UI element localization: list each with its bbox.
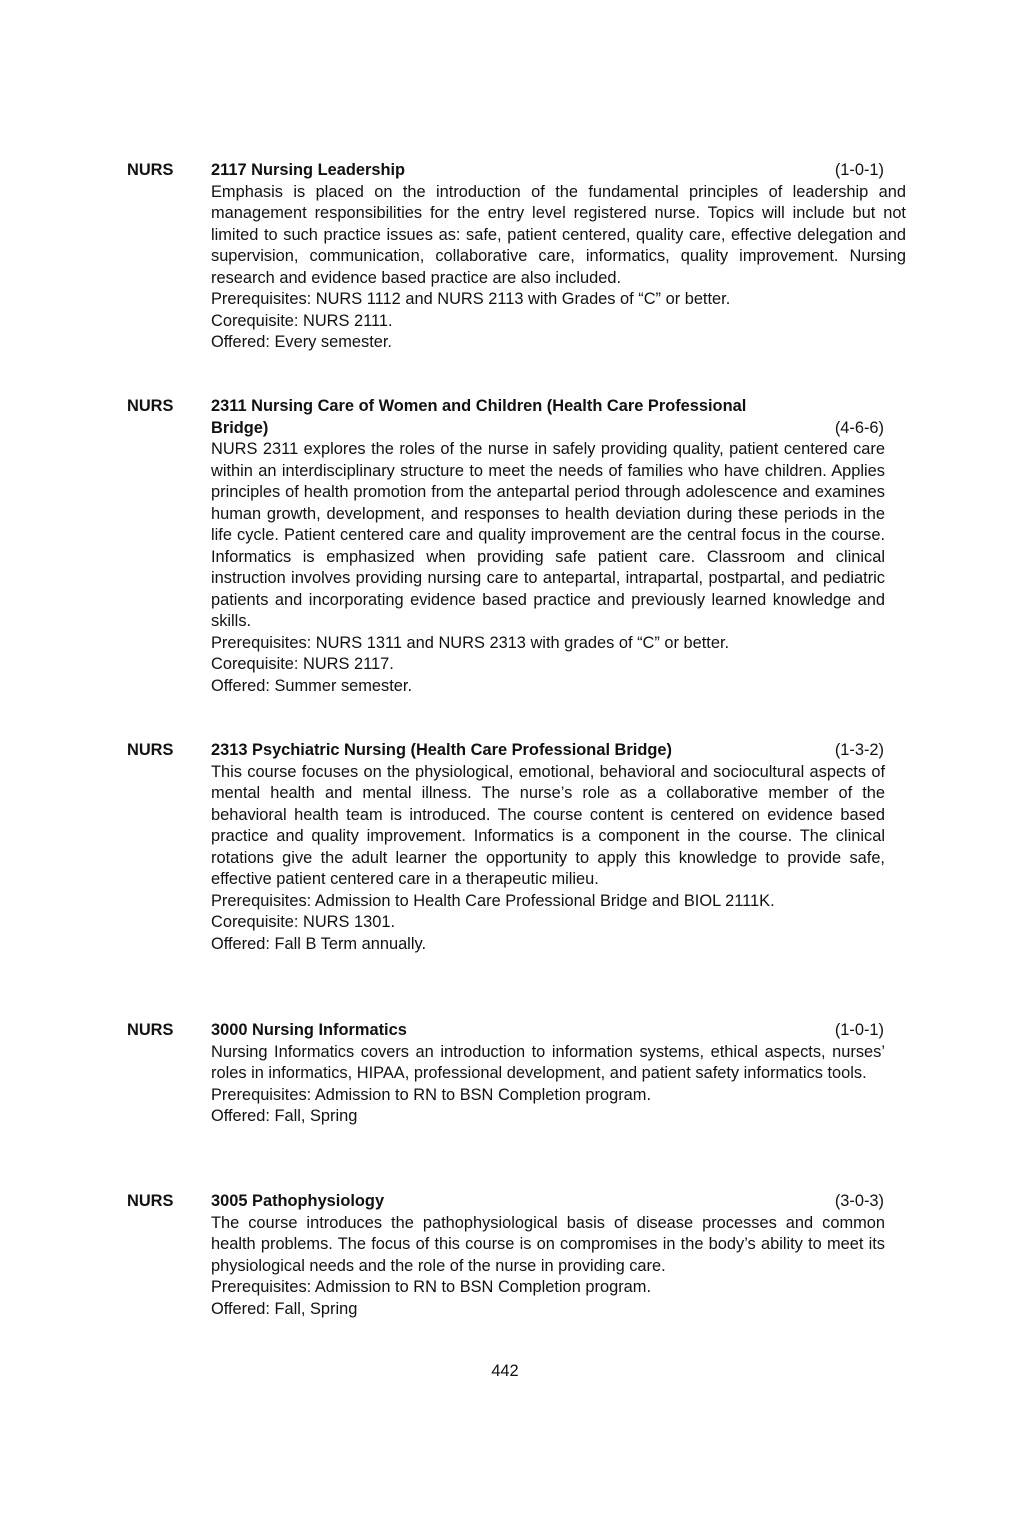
course-description: This course focuses on the physiological, emotional, behavioral and sociocultural aspects of mental health and mental illness. The nurse’s role as a collaborative member of the behavioral health team is introduced. The course content is centered on evidence based practice and quality improvement. Informatics is a component in the course. The clinical rotations give the adult learner the opportunity to apply this knowledge to provide safe, effective patient centered care in a therapeutic milieu. [211, 762, 885, 888]
course-dept: NURS [127, 1021, 174, 1039]
course-offered: Offered: Fall, Spring [211, 1107, 358, 1125]
course-title: 2313 Psychiatric Nursing (Health Care Professional Bridge) [211, 741, 672, 759]
course-title: 2117 Nursing Leadership [211, 161, 406, 179]
course-credits: (1-0-1) [834, 1021, 884, 1039]
course-body [211, 439, 885, 697]
course-header [127, 396, 887, 418]
course-title: 2311 Nursing Care of Women and Children (Health Care Professional [211, 397, 747, 415]
course-body [211, 1042, 885, 1128]
course-dept: NURS [127, 741, 174, 759]
course-body [211, 182, 906, 354]
course-dept: NURS [127, 1192, 174, 1210]
course-body [211, 762, 885, 956]
course-header [127, 160, 887, 182]
course-prerequisites: Prerequisites: Admission to RN to BSN Completion program. [211, 1085, 651, 1104]
course-entry-nurs-2117 [127, 160, 906, 354]
course-header [127, 740, 887, 762]
course-credits: (4-6-6) [834, 418, 884, 437]
course-offered: Offered: Fall, Spring [211, 1299, 358, 1318]
course-dept: NURS [127, 161, 174, 179]
course-entry-nurs-2313 [127, 740, 887, 955]
course-description: NURS 2311 explores the roles of the nurse in safely providing quality, patient centered care within an interdisciplinary structure to meet the needs of families who have children. Applies principles of health promotion from the antepartal period through adolescence and examines human growth, development, and responses to health deviation during these periods in the life cycle. Patient centered care and quality improvement are the central focus in the course. Informatics is emphasized when providing safe patient care. Classroom and clinical instruction involves providing nursing care to antepartal, intrapartal, postpartal, and pediatric patients and incorporating evidence based practice and previously learned knowledge and skills. [211, 440, 885, 630]
course-offered: Offered: Summer semester. [211, 676, 413, 695]
course-credits: (3-0-3) [834, 1192, 884, 1210]
course-corequisite: Corequisite: NURS 1301. [211, 913, 396, 931]
course-prerequisites: Prerequisites: NURS 1112 and NURS 2113 with Grades of “C” or better. [211, 290, 731, 308]
course-header-continued [127, 418, 887, 440]
course-credits: (1-0-1) [834, 161, 884, 179]
course-title: 3005 Pathophysiology [211, 1192, 385, 1210]
course-dept: NURS [127, 397, 174, 415]
course-credits: (1-3-2) [834, 741, 884, 759]
course-body [211, 1213, 885, 1321]
course-title: 3000 Nursing Informatics [211, 1021, 407, 1039]
course-corequisite: Corequisite: NURS 2111. [211, 311, 393, 330]
course-corequisite: Corequisite: NURS 2117. [211, 655, 394, 673]
course-entry-nurs-3000 [127, 1020, 887, 1128]
course-description: The course introduces the pathophysiological basis of disease processes and common health problems. The focus of this course is on compromises in the body’s ability to meet its physiological needs and the role of the nurse in providing care. [211, 1213, 885, 1275]
course-description: Nursing Informatics covers an introduction to information systems, ethical aspects, nurses’ roles in informatics, HIPAA, professional development, and patient safety informatics tools. [211, 1042, 885, 1082]
course-prerequisites: Prerequisites: Admission to Health Care Professional Bridge and BIOL 2111K. [211, 891, 775, 910]
course-prerequisites: Prerequisites: NURS 1311 and NURS 2313 with grades of “C” or better. [211, 633, 730, 652]
course-offered: Offered: Every semester. [211, 333, 392, 351]
course-title-continued: Bridge) [211, 418, 269, 437]
course-entry-nurs-3005 [127, 1191, 887, 1320]
course-description: Emphasis is placed on the introduction of the fundamental principles of leadership and management responsibilities for the entry level registered nurse. Topics will include but not limited to such practice issues as: safe, patient centered, quality care, effective delegation and supervision, communication, collaborative care, informatics, quality improvement. Nursing research and evidence based practice are also included. [211, 182, 906, 287]
course-header [127, 1191, 887, 1213]
page-number: 442 [491, 1362, 519, 1380]
course-entry-nurs-2311 [127, 396, 887, 697]
course-header [127, 1020, 887, 1042]
course-offered: Offered: Fall B Term annually. [211, 934, 426, 953]
course-prerequisites: Prerequisites: Admission to RN to BSN Completion program. [211, 1278, 651, 1296]
